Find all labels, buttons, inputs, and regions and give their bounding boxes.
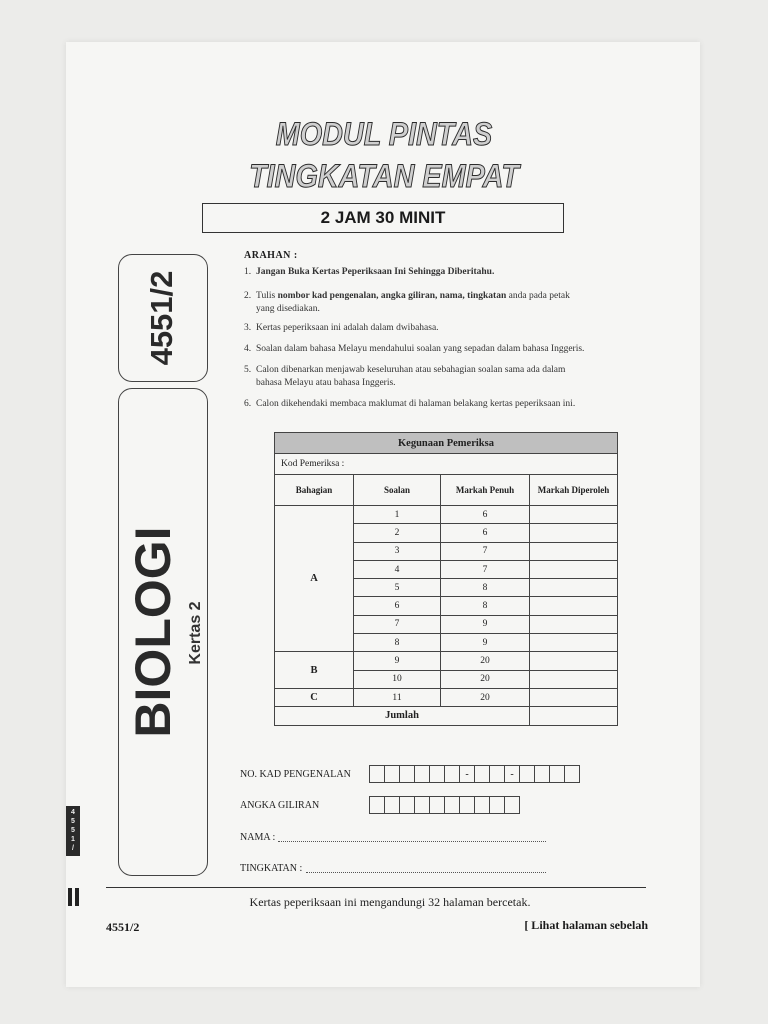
instruction-item xyxy=(244,364,648,390)
digit-box[interactable] xyxy=(489,765,505,783)
table-row xyxy=(275,506,618,524)
instruction-item xyxy=(244,343,648,356)
instruction-number: 1. xyxy=(244,267,252,277)
instruction-number: 5. xyxy=(244,365,252,375)
paper-code: 4551/2 xyxy=(144,270,179,366)
full-marks: 7 xyxy=(441,560,530,578)
subject-name: BIOLOGI xyxy=(125,526,181,738)
index-number-field[interactable] xyxy=(370,796,520,814)
digit-box[interactable] xyxy=(369,765,385,783)
question-number: 7 xyxy=(354,615,441,633)
column-header: Bahagian xyxy=(275,475,354,506)
ic-label: NO. KAD PENGENALAN xyxy=(240,769,351,780)
index-label: ANGKA GILIRAN xyxy=(240,800,320,811)
digit-box[interactable] xyxy=(369,796,385,814)
module-title: MODUL PINTAS xyxy=(275,116,493,152)
full-marks: 9 xyxy=(441,615,530,633)
marks-obtained-cell[interactable] xyxy=(530,560,618,578)
digit-box[interactable] xyxy=(504,796,520,814)
question-number: 1 xyxy=(354,506,441,524)
digit-box[interactable] xyxy=(459,796,475,814)
name-field[interactable] xyxy=(278,832,546,842)
marks-obtained-cell[interactable] xyxy=(530,615,618,633)
digit-box[interactable] xyxy=(444,796,460,814)
full-marks: 20 xyxy=(441,670,530,688)
marks-obtained-cell[interactable] xyxy=(530,634,618,652)
bar-marks xyxy=(68,888,80,906)
table-row xyxy=(275,688,618,706)
instruction-item xyxy=(244,398,648,411)
section-label: C xyxy=(275,688,354,706)
instruction-number: 4. xyxy=(244,344,252,354)
digit-box[interactable] xyxy=(414,796,430,814)
section-label: A xyxy=(275,506,354,652)
paper-number: Kertas 2 xyxy=(187,601,204,665)
instruction-text: Kertas peperiksaan ini adalah dalam dwibahasa. xyxy=(256,323,439,333)
instruction-text-bold: nombor kad pengenalan, angka giliran, nama, tingkatan xyxy=(277,291,507,301)
digit-box[interactable] xyxy=(429,796,445,814)
question-number: 4 xyxy=(354,560,441,578)
instruction-text: Tulis xyxy=(256,291,278,301)
question-number: 5 xyxy=(354,579,441,597)
digit-box[interactable] xyxy=(534,765,550,783)
form-title: TINGKATAN EMPAT xyxy=(249,158,519,194)
form-label: TINGKATAN : xyxy=(240,863,303,874)
examiner-code-label: Kod Pemeriksa : xyxy=(275,454,618,475)
digit-box[interactable] xyxy=(414,765,430,783)
instruction-number: 2. xyxy=(244,291,252,301)
full-marks: 9 xyxy=(441,634,530,652)
instruction-continuation: bahasa Melayu atau bahasa Inggeris. xyxy=(256,378,396,388)
marks-obtained-cell[interactable] xyxy=(530,579,618,597)
digit-box[interactable] xyxy=(474,765,490,783)
instruction-item xyxy=(244,266,648,279)
marks-obtained-cell[interactable] xyxy=(530,524,618,542)
marks-obtained-cell[interactable] xyxy=(530,542,618,560)
digit-box[interactable] xyxy=(399,765,415,783)
examiner-table xyxy=(274,432,618,726)
full-marks: 6 xyxy=(441,506,530,524)
strip-char: 1 xyxy=(71,836,75,843)
question-number: 9 xyxy=(354,652,441,670)
digit-box[interactable] xyxy=(519,765,535,783)
next-page-note: [ Lihat halaman sebelah xyxy=(524,918,648,932)
marks-obtained-cell[interactable] xyxy=(530,506,618,524)
full-marks: 8 xyxy=(441,579,530,597)
instruction-text: anda pada petak xyxy=(506,291,570,301)
strip-char: / xyxy=(72,845,74,852)
digit-box[interactable] xyxy=(399,796,415,814)
digit-box[interactable] xyxy=(549,765,565,783)
digit-box[interactable] xyxy=(474,796,490,814)
section-label: B xyxy=(275,652,354,689)
instruction-number: 3. xyxy=(244,323,252,333)
marks-obtained-cell[interactable] xyxy=(530,670,618,688)
separator-box: - xyxy=(459,765,475,783)
question-number: 8 xyxy=(354,634,441,652)
instructions-heading: ARAHAN : xyxy=(244,250,298,261)
digit-box[interactable] xyxy=(489,796,505,814)
digit-box[interactable] xyxy=(384,765,400,783)
marks-obtained-cell[interactable] xyxy=(530,597,618,615)
strip-char: 4 xyxy=(71,809,75,816)
instruction-item xyxy=(244,290,648,316)
instruction-text: Calon dikehendaki membaca maklumat di halaman belakang kertas peperiksaan ini. xyxy=(256,399,576,409)
duration-box: 2 JAM 30 MINIT xyxy=(202,203,564,233)
digit-box[interactable] xyxy=(444,765,460,783)
table-row xyxy=(275,707,618,725)
full-marks: 20 xyxy=(441,688,530,706)
name-label: NAMA : xyxy=(240,832,276,843)
full-marks: 6 xyxy=(441,524,530,542)
full-marks: 7 xyxy=(441,542,530,560)
instruction-text: Calon dibenarkan menjawab keseluruhan atau sebahagian soalan sama ada dalam xyxy=(256,365,566,375)
table-title: Kegunaan Pemeriksa xyxy=(275,433,618,454)
column-header: Soalan xyxy=(354,475,441,506)
question-number: 3 xyxy=(354,542,441,560)
instruction-item xyxy=(244,322,648,335)
question-number: 2 xyxy=(354,524,441,542)
form-field[interactable] xyxy=(306,863,546,873)
question-number: 11 xyxy=(354,688,441,706)
footer-divider xyxy=(106,887,646,888)
marks-obtained-cell[interactable] xyxy=(530,688,618,706)
footer-paper-code: 4551/2 xyxy=(106,920,140,934)
column-header: Markah Diperoleh xyxy=(530,475,618,506)
instruction-number: 6. xyxy=(244,399,252,409)
strip-char: 5 xyxy=(71,827,75,834)
digit-box[interactable] xyxy=(429,765,445,783)
marks-obtained-cell[interactable] xyxy=(530,652,618,670)
instruction-text: Soalan dalam bahasa Melayu mendahului soalan yang sepadan dalam bahasa Inggeris. xyxy=(256,344,585,354)
instruction-text: Jangan Buka Kertas Peperiksaan Ini Sehingga Diberitahu. xyxy=(256,267,495,277)
digit-box[interactable] xyxy=(564,765,580,783)
table-row xyxy=(275,652,618,670)
strip-char: 5 xyxy=(71,818,75,825)
total-cell[interactable] xyxy=(530,707,618,725)
full-marks: 20 xyxy=(441,652,530,670)
ic-number-field[interactable] xyxy=(370,765,580,783)
instruction-continuation: yang disediakan. xyxy=(256,304,320,314)
column-header: Markah Penuh xyxy=(441,475,530,506)
question-number: 6 xyxy=(354,597,441,615)
total-label: Jumlah xyxy=(275,707,530,725)
page-count-note: Kertas peperiksaan ini mengandungi 32 halaman bercetak. xyxy=(249,895,531,909)
code-strip xyxy=(66,806,80,856)
full-marks: 8 xyxy=(441,597,530,615)
digit-box[interactable] xyxy=(384,796,400,814)
separator-box: - xyxy=(504,765,520,783)
question-number: 10 xyxy=(354,670,441,688)
